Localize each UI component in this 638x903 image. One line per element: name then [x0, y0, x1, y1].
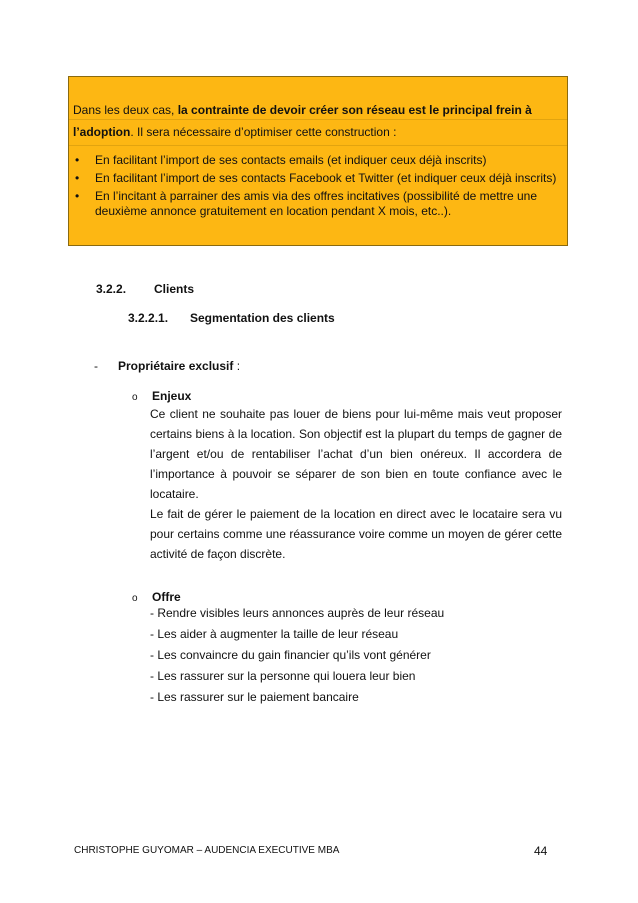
owner-list-item	[94, 359, 240, 373]
enjeux-paragraph-1: Ce client ne souhaite pas louer de biens pour lui-même mais veut proposer certains biens à la location. Son objectif est la plupart du temps de gagner de l’argent et/ou de rentabiliser l’achat d’un bien onéreux. Il accordera de l’importance à pouvoir se séparer de son bien en toute confiance avec le locataire.	[150, 407, 562, 501]
callout-line-2	[73, 125, 563, 140]
subsection-heading	[128, 311, 335, 325]
enjeux-heading	[132, 389, 191, 403]
footer-author: CHRISTOPHE GUYOMAR – AUDENCIA EXECUTIVE MBA	[74, 845, 340, 856]
callout-intro-text: Dans les deux cas,	[73, 103, 178, 117]
section-number: 3.2.2.	[96, 282, 127, 296]
callout-bullet-text: En facilitant l’import de ses contacts emails (et indiquer ceux déjà inscrits)	[95, 153, 487, 167]
callout-bullet-item	[69, 189, 567, 219]
section-heading	[96, 282, 194, 296]
callout-bullet-text: En l’incitant à parrainer des amis via des offres incitatives (possibilité de mettre une deuxième annonce gratuitement en location pendant X mois, etc..).	[95, 189, 537, 218]
circle-bullet-icon: o	[132, 593, 138, 604]
offre-item: - Rendre visibles leurs annonces auprès de leur réseau	[150, 606, 445, 620]
bullet-icon: •	[75, 189, 80, 203]
callout-emphasis-text-2: l’adoption	[73, 125, 131, 139]
owner-label-suffix: :	[233, 359, 241, 373]
enjeux-title: Enjeux	[152, 389, 192, 403]
callout-bullet-item	[69, 153, 567, 168]
callout-line-1	[73, 103, 563, 118]
subsection-number: 3.2.2.1.	[128, 311, 169, 325]
bullet-icon: •	[75, 171, 80, 185]
offre-heading	[132, 590, 181, 604]
callout-bullet-list	[69, 153, 567, 222]
callout-divider-2	[69, 145, 567, 146]
highlight-box	[68, 76, 568, 246]
subsection-title: Segmentation des clients	[190, 311, 335, 325]
enjeux-body	[150, 404, 562, 564]
offre-item: - Les convaincre du gain financier qu’ils vont générer	[150, 648, 431, 662]
offre-item: - Les aider à augmenter la taille de leur réseau	[150, 627, 399, 641]
owner-label: Propriétaire exclusif	[118, 359, 234, 373]
section-title: Clients	[154, 282, 195, 296]
offre-list	[150, 603, 444, 708]
enjeux-paragraph-2: Le fait de gérer le paiement de la location en direct avec le locataire sera vu pour certains comme une réassurance voire comme un moyen de gérer cette activité de façon discrète.	[150, 507, 562, 561]
callout-emphasis-text: la contrainte de devoir créer son réseau est le principal frein à	[177, 103, 532, 117]
circle-bullet-icon: o	[132, 392, 138, 403]
offre-item: - Les rassurer sur le paiement bancaire	[150, 690, 359, 704]
callout-bullet-item	[69, 171, 567, 186]
bullet-icon: •	[75, 153, 80, 167]
offre-item: - Les rassurer sur la personne qui louera leur bien	[150, 669, 416, 683]
page-number: 44	[534, 844, 548, 858]
callout-bullet-text: En facilitant l’import de ses contacts Facebook et Twitter (et indiquer ceux déjà inscrits)	[95, 171, 557, 185]
offre-title: Offre	[152, 590, 181, 604]
callout-divider	[69, 119, 567, 120]
callout-continuation-text: . Il sera nécessaire d’optimiser cette construction :	[130, 125, 397, 139]
dash-marker: -	[94, 359, 98, 373]
